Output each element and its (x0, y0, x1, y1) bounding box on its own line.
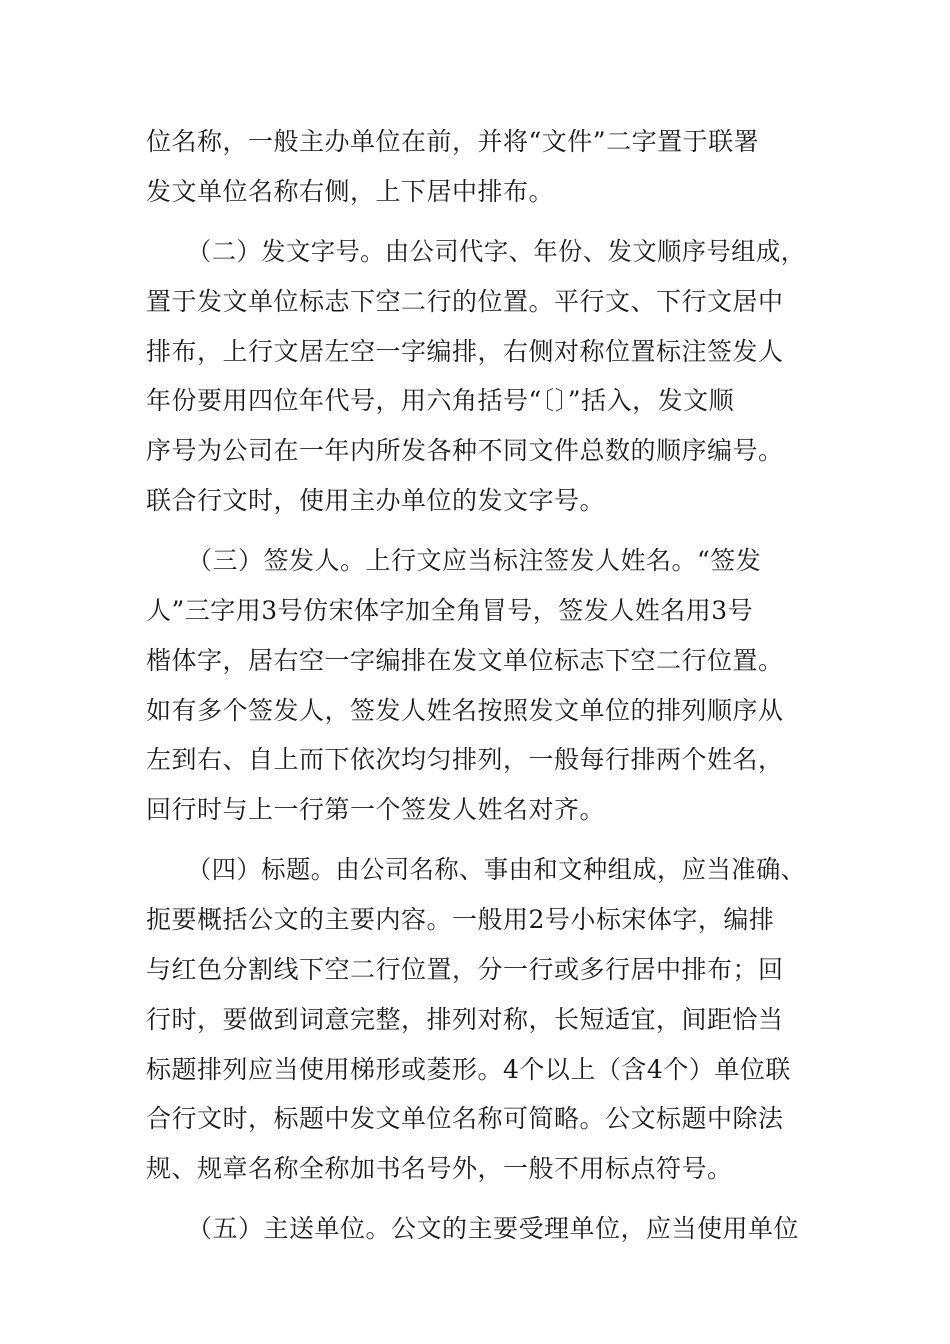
text-line: 排布，上行文居左空一字编排，右侧对称位置标注签发人 (146, 337, 784, 366)
text-line: 合行文时，标题中发文单位名称可简略。公文标题中除法 (146, 1104, 784, 1133)
text-line: 发文单位名称右侧，上下居中排布。 (146, 177, 555, 206)
text-line: 联合行文时，使用主办单位的发文字号。 (146, 486, 606, 515)
text-line: 位名称，一般主办单位在前，并将“文件”二字置于联署 (146, 127, 760, 156)
text-line: 回行时与上一行第一个签发人姓名对齐。 (146, 795, 606, 824)
paragraph-heading-5: （五）主送单位。公文的主要受理单位，应当使用单位 (187, 1214, 800, 1243)
text-line: 与红色分割线下空二行位置，分一行或多行居中排布；回 (146, 955, 784, 984)
text-line: 扼要概括公文的主要内容。一般用2号小标宋体字，编排 (146, 905, 775, 934)
text-line: 楷体字，居右空一字编排在发文单位标志下空二行位置。 (146, 646, 784, 675)
paragraph-heading-3: （三）签发人。上行文应当标注签发人姓名。“签发 (187, 546, 762, 575)
text-line: 行时，要做到词意完整，排列对称，长短适宜，间距恰当 (146, 1005, 784, 1034)
text-line: 规、规章名称全称加书名号外，一般不用标点符号。 (146, 1154, 733, 1183)
text-line: 置于发文单位标志下空二行的位置。平行文、下行文居中 (146, 287, 784, 316)
text-line: 人”三字用3号仿宋体字加全角冒号，签发人姓名用3号 (146, 596, 754, 625)
text-line: 左到右、自上而下依次均匀排列，一般每行排两个姓名， (146, 745, 784, 774)
paragraph-heading-2: （二）发文字号。由公司代字、年份、发文顺序号组成， (187, 237, 806, 266)
text-line: 标题排列应当使用梯形或菱形。4个以上（含4个）单位联 (146, 1055, 791, 1084)
text-line: 年份要用四位年代号，用六角括号“〔〕”括入，发文顺 (146, 386, 735, 415)
paragraph-heading-4: （四）标题。由公司名称、事由和文种组成，应当准确、 (187, 855, 806, 884)
text-line: 如有多个签发人，签发人姓名按照发文单位的排列顺序从 (146, 696, 784, 725)
text-line: 序号为公司在一年内所发各种不同文件总数的顺序编号。 (146, 436, 784, 465)
